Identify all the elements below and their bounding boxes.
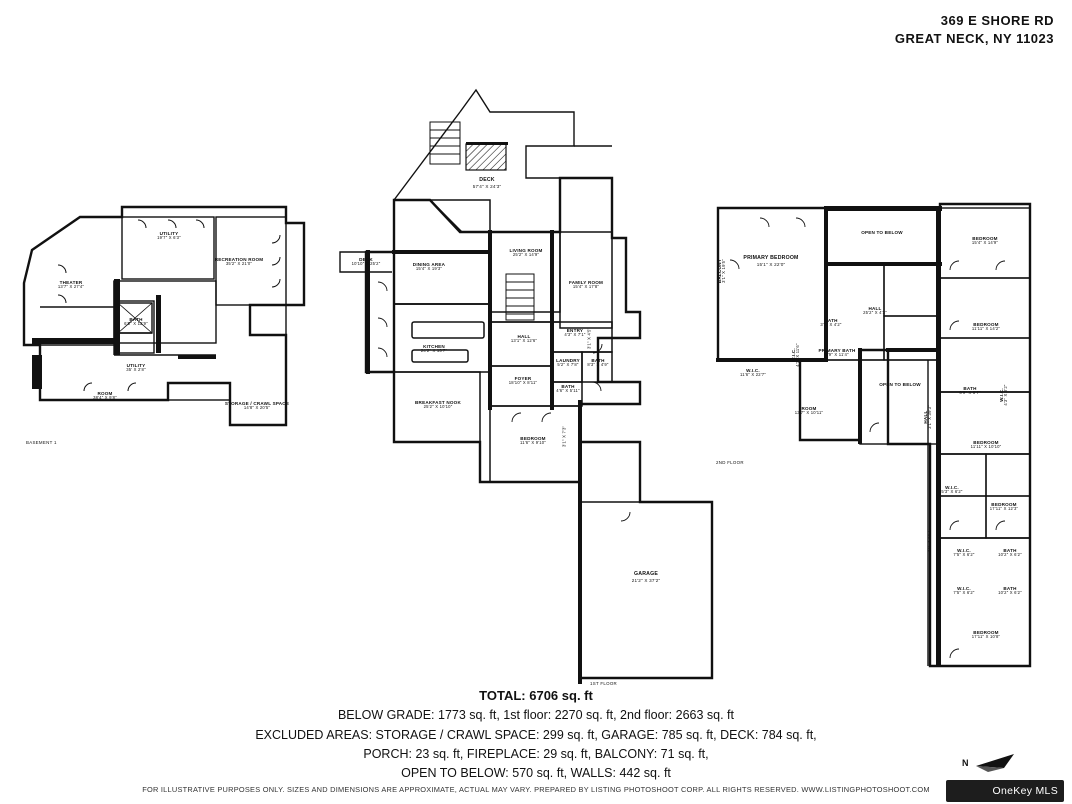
- first-room-foyer: FOYER 18'10" X 8'11": [508, 376, 538, 386]
- second-room-bedroom-5: BEDROOM 17'11" X 10'8": [971, 630, 1001, 640]
- second-room-hall-top: HALL 25'2" X 4'3": [863, 306, 887, 316]
- second-room-bedroom-3: BEDROOM 11'11" X 10'10": [970, 440, 1002, 450]
- basement-room-recreation: RECREATION ROOM 35'2" X 21'0": [214, 257, 264, 267]
- first-floor-label: 1ST FLOOR: [590, 681, 618, 686]
- basement-room-room: ROOM 38'4" X 9'8": [93, 391, 117, 401]
- summary-line-4: OPEN TO BELOW: 570 sq. ft, WALLS: 442 sq. ft: [401, 766, 671, 781]
- second-room-bath-5: BATH 10'2" X 6'2": [998, 586, 1022, 596]
- first-room-kitchen: KITCHEN 24'2" X 15'7": [420, 344, 448, 354]
- second-room-bedroom-2: BEDROOM 11'11" X 14'2": [971, 322, 1001, 332]
- second-room-primary-bedroom: PRIMARY BEDROOM 15'1" X 22'0": [743, 255, 799, 267]
- second-room-wic-5: W.I.C. 7'5" X 6'2": [953, 586, 975, 596]
- first-room-bath-1: BATH 8'3" X 4'9": [587, 358, 609, 368]
- second-room-hall-vert: HALL 3'1" X 39'3": [922, 405, 933, 429]
- north-arrow-icon: [974, 752, 1020, 774]
- address-line-1: 369 E SHORE RD: [940, 13, 1054, 28]
- second-floor-outline: [700, 200, 1030, 670]
- basement-floor-label: BASEMENT 1: [26, 440, 57, 445]
- first-room-living-room: LIVING ROOM 25'2" X 14'9": [509, 248, 543, 258]
- summary-line-3: PORCH: 23 sq. ft, FIREPLACE: 29 sq. ft, BALCONY: 71 sq. ft,: [363, 746, 709, 761]
- first-room-bath-2: BATH 4'6" X 5'11": [556, 384, 580, 394]
- summary-line-1: BELOW GRADE: 1773 sq. ft, 1st floor: 2270 sq. ft, 2nd floor: 2663 sq. ft: [337, 708, 735, 723]
- brand-label: OneKey MLS: [992, 785, 1058, 797]
- first-room-bedroom: BEDROOM 11'6" X 9'10": [520, 436, 546, 446]
- first-room-hall-vert-1: 3'1" X 7'3": [561, 425, 567, 448]
- total-area: TOTAL: 6706 sq. ft: [479, 688, 593, 703]
- first-room-deck-side: DECK 10'10" X 25'2": [351, 257, 381, 267]
- second-floor-plan: [700, 200, 1030, 670]
- second-room-bath-small: BATH 3'3" X 4'2": [820, 318, 842, 328]
- basement-room-bath: BATH 6'5" X 12'9": [124, 317, 148, 327]
- north-label: N: [962, 758, 969, 768]
- first-room-breakfast-nook: BREAKFAST NOOK 25'2" X 10'10": [415, 400, 461, 410]
- first-room-garage: GARAGE 21'2" X 37'2": [631, 571, 661, 583]
- second-room-bath-4: BATH 10'2" X 6'2": [998, 548, 1022, 558]
- second-room-bedroom-1: BEDROOM 15'4" X 14'9": [971, 236, 999, 246]
- first-room-entry: ENTRY 4'3" X 7'1": [564, 328, 586, 338]
- second-room-room: ROOM 13'7" X 10'11": [794, 406, 824, 416]
- second-room-hall-long: 3'9" X 44'7": [926, 528, 932, 553]
- area-summary: [0, 686, 1072, 784]
- second-room-primary-bath: PRIMARY BATH 8'9" X 11'4": [818, 348, 856, 358]
- first-room-deck-main: DECK 57'4" X 24'3": [472, 177, 502, 189]
- first-room-family-room: FAMILY ROOM 15'4" X 17'8": [568, 280, 604, 290]
- summary-line-2: EXCLUDED AREAS: STORAGE / CRAWL SPACE: 299 sq. ft, GARAGE: 785 sq. ft, DECK: 784 sq. ft,: [255, 727, 817, 742]
- first-room-laundry: LAUNDRY 5'2" X 7'8": [556, 358, 580, 368]
- second-room-wic-3: W.I.C. 5'3" X 6'2": [941, 485, 963, 495]
- second-floor-label: 2ND FLOOR: [716, 460, 744, 465]
- address-line-2: GREAT NECK, NY 11023: [894, 30, 1054, 46]
- basement-room-storage-crawl: STORAGE / CRAWL SPACE 14'8" X 20'5": [224, 401, 290, 411]
- second-room-balcony: BALCONY 3'1" X 19'5": [716, 258, 727, 284]
- second-room-wic-4: W.I.C. 7'5" X 6'2": [953, 548, 975, 558]
- first-room-dining-area: DINING AREA 15'4" X 19'3": [412, 262, 446, 272]
- first-room-hall: HALL 13'1" X 12'6": [510, 334, 538, 344]
- second-room-wic-hall: W.I.C. 4'3" X 11'6": [790, 343, 801, 367]
- second-room-wic-primary: W.I.C. 11'6" X 22'7": [740, 368, 766, 378]
- basement-room-utility-top: UTILITY 19'7" X 6'3": [157, 231, 181, 241]
- second-room-wic-mid: W.I.C. 4'3" X 8'2": [998, 384, 1009, 406]
- first-floor-plan: [330, 82, 710, 682]
- property-address: [895, 12, 1054, 47]
- disclaimer-text: FOR ILLUSTRATIVE PURPOSES ONLY. SIZES AND DIMENSIONS ARE APPROXIMATE, ACTUAL MAY VARY. PREPARED BY LISTING PHOTOSHOOT CORP. ALL RIGHTS RESERVED. WWW.LISTINGPHOTOSHOOT.COM: [142, 785, 930, 794]
- second-room-bedroom-4: BEDROOM 17'11" X 12'3": [989, 502, 1019, 512]
- basement-floor-plan: [18, 195, 323, 455]
- second-room-open-to-below-mid: OPEN TO BELOW: [879, 382, 921, 387]
- first-room-hall-vert-2: 3'1" X 4'5": [586, 327, 592, 350]
- north-arrow: [962, 752, 1022, 778]
- second-room-bath-mid: BATH 6'9" X 8'7": [959, 386, 981, 396]
- second-room-open-to-below-top: OPEN TO BELOW: [861, 230, 903, 235]
- basement-room-theater: THEATER 13'7" X 27'4": [57, 280, 85, 290]
- basement-room-utility-lower: UTILITY 35' X 2'8": [126, 363, 146, 373]
